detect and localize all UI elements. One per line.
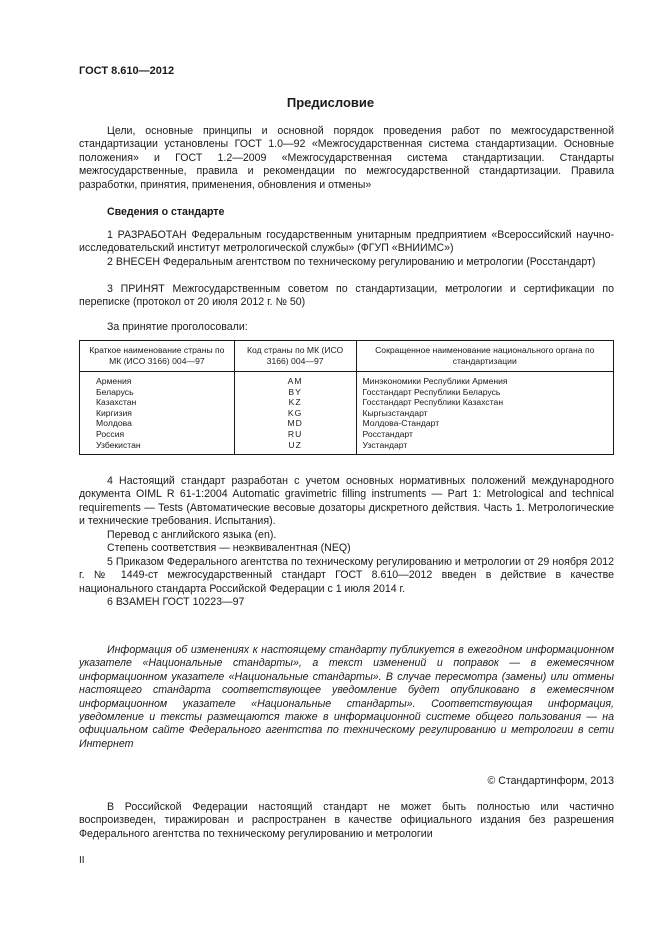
table-row — [80, 429, 614, 440]
votes-table — [79, 340, 614, 455]
country-cell: Молдова — [80, 418, 235, 429]
standard-info-heading: Сведения о стандарте — [107, 206, 225, 218]
votes-label: За принятие проголосовали: — [107, 321, 248, 333]
code-cell: RU — [234, 429, 356, 440]
page-number: II — [79, 855, 85, 866]
country-cell: Казахстан — [80, 397, 235, 408]
table-row — [80, 397, 614, 408]
country-cell: Беларусь — [80, 387, 235, 398]
code-cell: BY — [234, 387, 356, 398]
copyright-line: © Стандартинформ, 2013 — [487, 775, 614, 787]
code-cell: AM — [234, 372, 356, 387]
body-cell: Госстандарт Республики Беларусь — [356, 387, 614, 398]
page-title: Предисловие — [286, 95, 375, 110]
table-row — [80, 387, 614, 398]
code-cell: KG — [234, 408, 356, 419]
table-row — [80, 372, 614, 387]
info-item-2: 2 ВНЕСЕН Федеральным агентством по техническому регулированию и метрологии (Росстандарт) — [107, 256, 596, 268]
item-6: 6 ВЗАМЕН ГОСТ 10223—97 — [107, 596, 245, 608]
country-cell: Узбекистан — [80, 440, 235, 455]
column-header-country: Краткое наименование страны по МК (ИСО 3166) 004—97 — [80, 341, 235, 372]
country-cell: Киргизия — [80, 408, 235, 419]
info-item-3: 3 ПРИНЯТ Межгосударственным советом по стандартизации, метрологии и сертификации по переписке (протокол от 20 июля 2012 г. № 50) — [79, 283, 614, 309]
body-cell: Росстандарт — [356, 429, 614, 440]
votes-table-header — [80, 341, 614, 372]
body-cell: Госстандарт Республики Казахстан — [356, 397, 614, 408]
country-cell: Армения — [80, 372, 235, 387]
column-header-code: Код страны по МК (ИСО 3166) 004—97 — [234, 341, 356, 372]
table-row — [80, 408, 614, 419]
code-cell: UZ — [234, 440, 356, 455]
document-code: ГОСТ 8.610—2012 — [79, 65, 175, 77]
body-cell: Минэкономики Республики Армения — [356, 372, 614, 387]
info-item-1: 1 РАЗРАБОТАН Федеральным государственным унитарным предприятием «Всероссийский научно-исследовательский институт метрологической службы» (ФГУП «ВНИИМС») — [79, 229, 614, 255]
translation-note: Перевод с английского языка (en). — [107, 529, 277, 541]
country-cell: Россия — [80, 429, 235, 440]
item-4: 4 Настоящий стандарт разработан с учетом основных нормативных положений международного документа OIML R 61-1:2004 Automatic gravimetric filling instruments — Part 1: Metrological and technical requirements — Tests (Автоматические весовые дозаторы дискретного действия. Часть 1. Метрологические и технические требования. Испытания). — [79, 475, 614, 528]
code-cell: KZ — [234, 397, 356, 408]
table-row — [80, 440, 614, 455]
table-row — [80, 418, 614, 429]
body-cell: Молдова-Стандарт — [356, 418, 614, 429]
conformity-note: Степень соответствия — неэквивалентная (NEQ) — [107, 542, 351, 554]
changes-notice: Информация об изменениях к настоящему стандарту публикуется в ежегодном информационном указателе «Национальные стандарты», а текст изменений и поправок — в ежемесячном информационном указателе «Национальные стандарты». В случае пересмотра (замены) или отмены настоящего стандарта соответствующее уведомление будет опубликовано в ежемесячном информационном указателе «Национальные стандарты». Соответствующая информация, уведомление и тексты размещаются также в информационной системе общего пользования — на официальном сайте Федерального агентства по техническому регулированию и метрологии в сети Интернет — [79, 644, 614, 750]
body-cell: Кыргызстандарт — [356, 408, 614, 419]
body-cell: Узстандарт — [356, 440, 614, 455]
intro-paragraph: Цели, основные принципы и основной порядок проведения работ по межгосударственной стандартизации установлены ГОСТ 1.0—92 «Межгосударственная система стандартизации. Основные положения» и ГОСТ 1.2—2009 «Межгосударственная система стандартизации. Стандарты межгосударственные, правила и рекомендации по межгосударственной стандартизации. Правила разработки, принятия, применения, обновления и отмены» — [79, 125, 614, 191]
reproduction-restriction: В Российской Федерации настоящий стандарт не может быть полностью или частично воспроизведен, тиражирован и распространен в качестве официального издания без разрешения Федерального агентства по техническому регулированию и метрологии — [79, 801, 614, 840]
code-cell: MD — [234, 418, 356, 429]
item-5: 5 Приказом Федерального агентства по техническому регулированию и метрологии от 29 ноября 2012 г. № 1449-ст межгосударственный стандарт ГОСТ 8.610—2012 введен в действие в качестве национального стандарта Российской Федерации с 1 июля 2014 г. — [79, 556, 614, 595]
column-header-body: Сокращенное наименование национального органа по стандартизации — [356, 341, 614, 372]
